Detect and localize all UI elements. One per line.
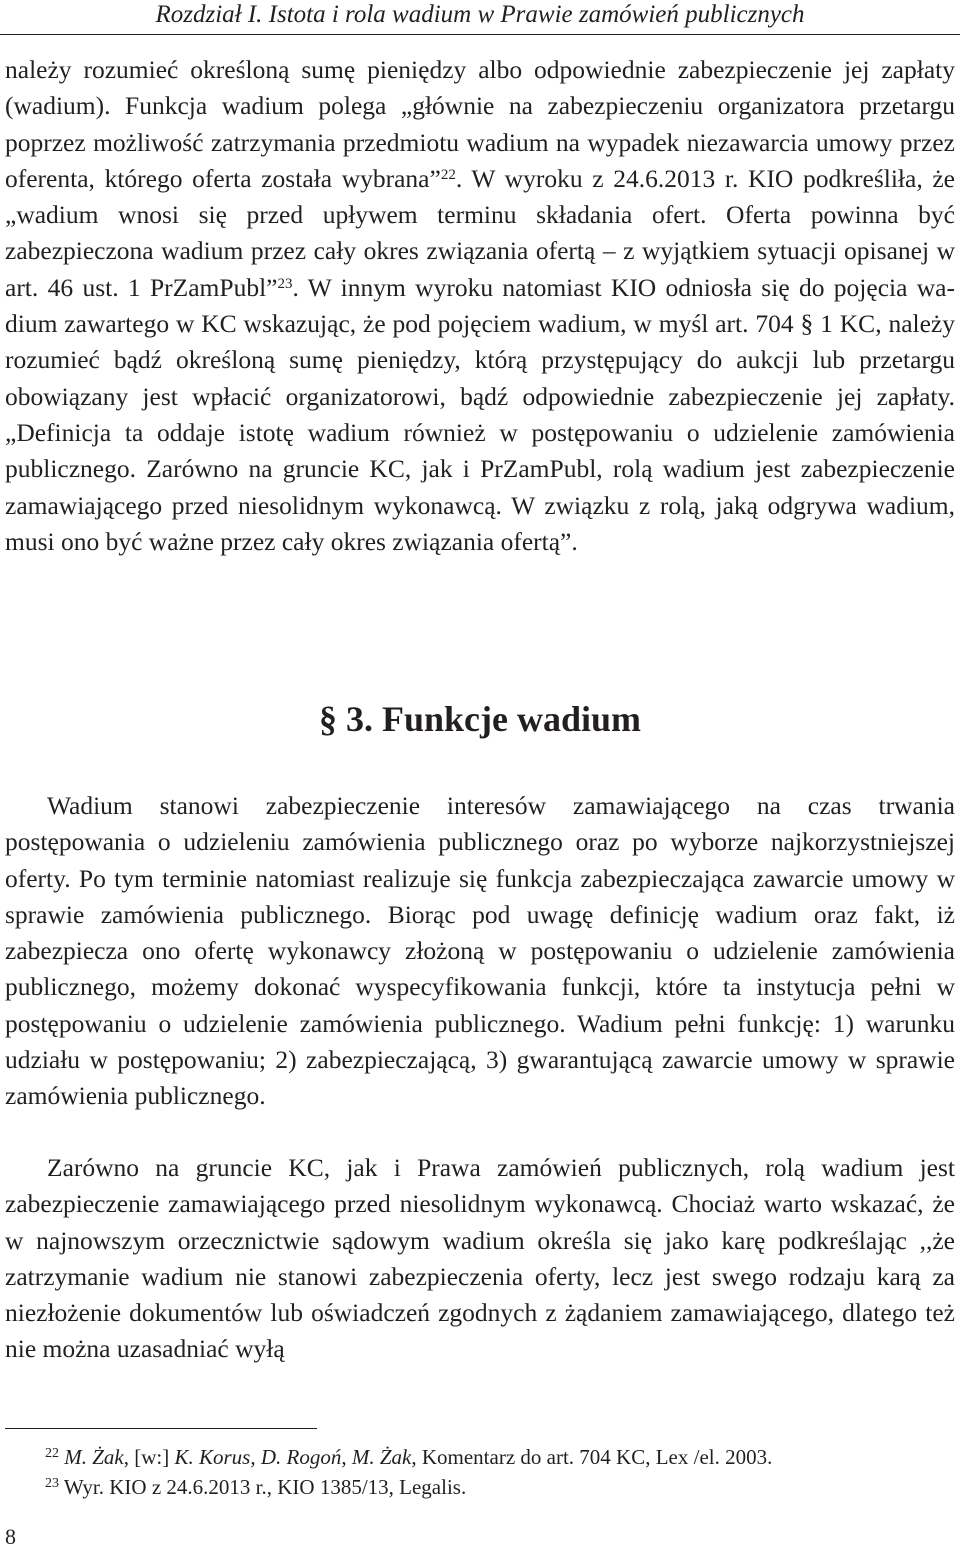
- paragraph-2-text: Wadium stanowi zabezpieczenie interesów zamawiającego na czas trwania postępowania o udzieleniu zamówienia publicznego oraz po wyborze najkorzystniejszej oferty. Po tym terminie natomiast realizuje się funkcja zabezpieczająca zawarcie umowy w sprawie zamówienia publicznego. Biorąc pod uwagę definicję wadium oraz fakt, iż zabezpiecza ono ofertę wykonawcy złożoną w postępowaniu o udzielenie zamówienia publicznego, możemy dokonać wyspecyfikowania funkcji, które ta instytucja pełni w postępowaniu o udzielenie zamówienia publicznego. Wadium pełni funkcję: 1) warunku udziału w postępowaniu; 2) zabezpieczającą, 3) gwarantującą zawarcie umowy w sprawie zamówienia publicznego.: [5, 791, 955, 1111]
- footnote-22-text: , Komentarz do art. 704 KC, Lex /el. 2003.: [411, 1445, 773, 1469]
- footnote-23: [45, 1472, 945, 1502]
- paragraph-1: [5, 52, 955, 560]
- footnote-ref-22[interactable]: 22: [440, 166, 456, 183]
- page-number: 8: [5, 1524, 16, 1549]
- footnote-23-number: 23: [45, 1476, 59, 1491]
- footnote-22-author: K. Korus: [174, 1445, 251, 1469]
- footnote-separator: [5, 1428, 317, 1429]
- footnotes: [45, 1442, 945, 1502]
- section-heading: § 3. Funkcje wadium: [318, 699, 642, 739]
- footnote-22-author: M. Żak: [351, 1445, 412, 1469]
- paragraph-1-part-c: . W innym wyroku natomiast KIO odniosła się do pojęcia wadium zawartego w KC wskazując, że pod pojęciem wadium, w myśl art. 704 § 1 KC, należy rozumieć bądź określoną sumę pieniędzy, którą przystępujący do aukcji lub przetargu obowiązany jest wpłacić organizatorowi, bądź odpowiednie zabezpieczenie jej zapłaty. „Definicja ta oddaje istotę wadium również w postępowaniu o udzielenie zamówienia publicznego. Zarówno na gruncie KC, jak i PrZamPubl, rolą wadium jest zabezpieczenie zamawiającego przed niesolidnym wykonawcą. W związku z rolą, jaką odgrywa wadium, musi ono być ważne przez cały okres związania ofertą”.: [5, 272, 955, 556]
- footnote-22-sep: , [w:]: [123, 1445, 175, 1469]
- footnote-22-author: M. Żak: [64, 1445, 124, 1469]
- running-header: Rozdział I. Istota i rola wadium w Prawie zamówień publicznych: [0, 0, 960, 35]
- footnote-22-author: D. Rogoń: [260, 1445, 342, 1469]
- paragraph-1-part-b: . W wyroku z 24.6.2013 r. KIO podkreśliła, że „wadium wnosi się przed upływem terminu składania ofert. Oferta powinna być zabezpieczona wadium przez cały okres związania ofertą – z wyjątkiem sytuacji opisanej w art. 46 ust. 1 PrZamPubl”: [5, 163, 955, 302]
- footnote-22-sep: ,: [250, 1445, 261, 1469]
- paragraph-2: [5, 788, 955, 1115]
- paragraph-3: [5, 1150, 955, 1368]
- paragraph-3-text: Zarówno na gruncie KC, jak i Prawa zamówień publicznych, rolą wadium jest zabezpieczenie zamawiającego przed niesolidnym wykonawcą. Chociaż warto wskazać, że w najnowszym orzecznictwie sądowym wadium określa się jako karę podkreślając ,,że zatrzymanie wadium nie stanowi zabezpieczenia oferty, lecz jest swego rodzaju karą za niezłożenie dokumentów lub oświadczeń zgodnych z żądaniem zamawiającego, dlatego też nie można uzasadniać wyłą: [5, 1153, 955, 1364]
- footnote-ref-23[interactable]: 23: [277, 275, 293, 292]
- footnote-22-number: 22: [45, 1446, 59, 1461]
- paragraph-1-part-a: należy rozumieć określoną sumę pieniędzy albo odpowiednie zabezpieczenie jej zapłaty (wadium). Funkcja wadium polega „głównie na zabezpieczeniu organizatora przetargu poprzez możliwość zatrzymania przedmiotu wadium na wypadek niezawarcia umowy przez oferenta, którego oferta została wybrana”: [5, 55, 955, 193]
- footnote-22-sep: ,: [341, 1445, 352, 1469]
- footnote-23-text: Wyr. KIO z 24.6.2013 r., KIO 1385/13, Legalis.: [63, 1475, 467, 1499]
- footnote-22: [45, 1442, 945, 1472]
